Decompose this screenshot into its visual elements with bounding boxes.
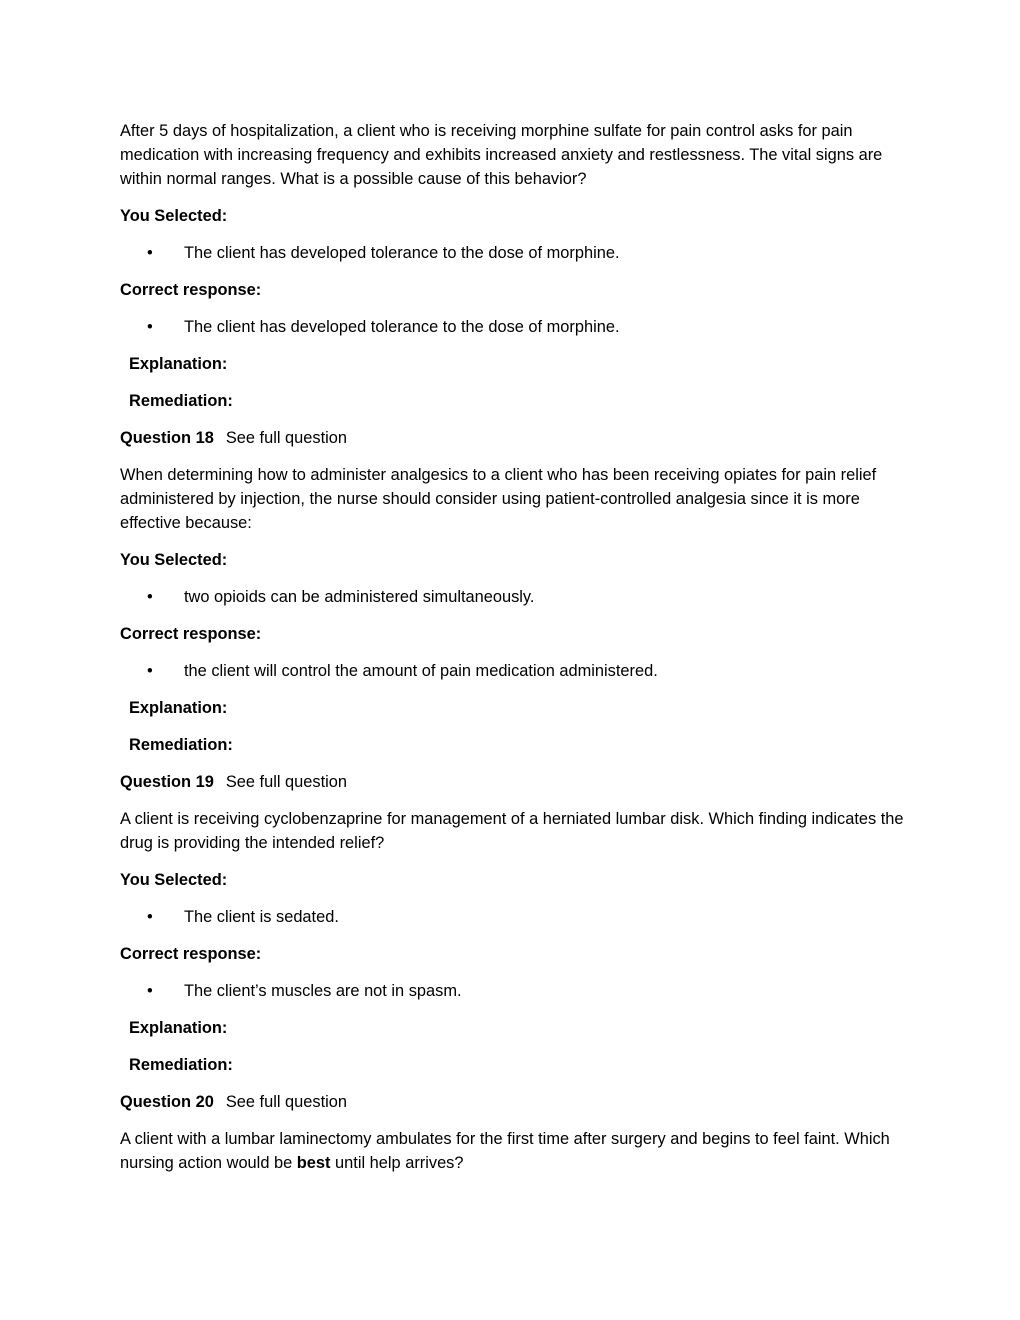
question-18-header bbox=[120, 426, 910, 450]
bullet-icon: • bbox=[147, 244, 153, 262]
question-19-stem: A client is receiving cyclobenzaprine for management of a herniated lumbar disk. Which finding indicates the drug is providing the intended relief? bbox=[120, 810, 904, 852]
list-item bbox=[120, 241, 910, 265]
bullet-icon: • bbox=[147, 908, 153, 926]
explanation-label: Explanation: bbox=[129, 355, 228, 373]
correct-response-label: Correct response: bbox=[120, 945, 262, 963]
stem-text: A client with a lumbar laminectomy ambulates for the first time after surgery and begins to feel faint. Which nursing action would be bbox=[120, 1130, 890, 1172]
document-page bbox=[120, 119, 910, 1188]
stem-text: until help arrives? bbox=[330, 1154, 464, 1172]
question-number: Question 20 bbox=[120, 1093, 214, 1111]
you-selected-label: You Selected: bbox=[120, 207, 228, 225]
see-full-question-link[interactable]: See full question bbox=[225, 429, 348, 447]
correct-response-label: Correct response: bbox=[120, 281, 262, 299]
remediation-label: Remediation: bbox=[129, 392, 233, 410]
bullet-icon: • bbox=[147, 318, 153, 336]
selected-answer: The client has developed tolerance to the dose of morphine. bbox=[184, 244, 620, 262]
correct-answer: The client has developed tolerance to the dose of morphine. bbox=[184, 318, 620, 336]
stem-emphasis: best bbox=[296, 1154, 331, 1172]
correct-response-label: Correct response: bbox=[120, 625, 262, 643]
see-full-question-link[interactable]: See full question bbox=[225, 1093, 348, 1111]
see-full-question-link[interactable]: See full question bbox=[225, 773, 348, 791]
bullet-icon: • bbox=[147, 662, 153, 680]
explanation-label: Explanation: bbox=[129, 699, 228, 717]
correct-answer: The client’s muscles are not in spasm. bbox=[184, 982, 462, 1000]
question-19-header bbox=[120, 770, 910, 794]
list-item bbox=[120, 905, 910, 929]
correct-answer: the client will control the amount of pain medication administered. bbox=[184, 662, 658, 680]
you-selected-label: You Selected: bbox=[120, 871, 228, 889]
question-20-stem bbox=[120, 1127, 910, 1175]
question-17-stem: After 5 days of hospitalization, a client who is receiving morphine sulfate for pain control asks for pain medication with increasing frequency and exhibits increased anxiety and restlessness. The vital signs are within normal ranges. What is a possible cause of this behavior? bbox=[120, 122, 883, 188]
bullet-icon: • bbox=[147, 982, 153, 1000]
list-item bbox=[120, 585, 910, 609]
list-item bbox=[120, 315, 910, 339]
remediation-label: Remediation: bbox=[129, 1056, 233, 1074]
question-number: Question 19 bbox=[120, 773, 214, 791]
question-18-stem: When determining how to administer analgesics to a client who has been receiving opiates for pain relief administered by injection, the nurse should consider using patient-controlled analgesia since it is more effective because: bbox=[120, 466, 877, 532]
selected-answer: two opioids can be administered simultaneously. bbox=[184, 588, 535, 606]
question-number: Question 18 bbox=[120, 429, 214, 447]
remediation-label: Remediation: bbox=[129, 736, 233, 754]
selected-answer: The client is sedated. bbox=[184, 908, 339, 926]
you-selected-label: You Selected: bbox=[120, 551, 228, 569]
list-item bbox=[120, 979, 910, 1003]
question-20-header bbox=[120, 1090, 910, 1114]
explanation-label: Explanation: bbox=[129, 1019, 228, 1037]
list-item bbox=[120, 659, 910, 683]
bullet-icon: • bbox=[147, 588, 153, 606]
